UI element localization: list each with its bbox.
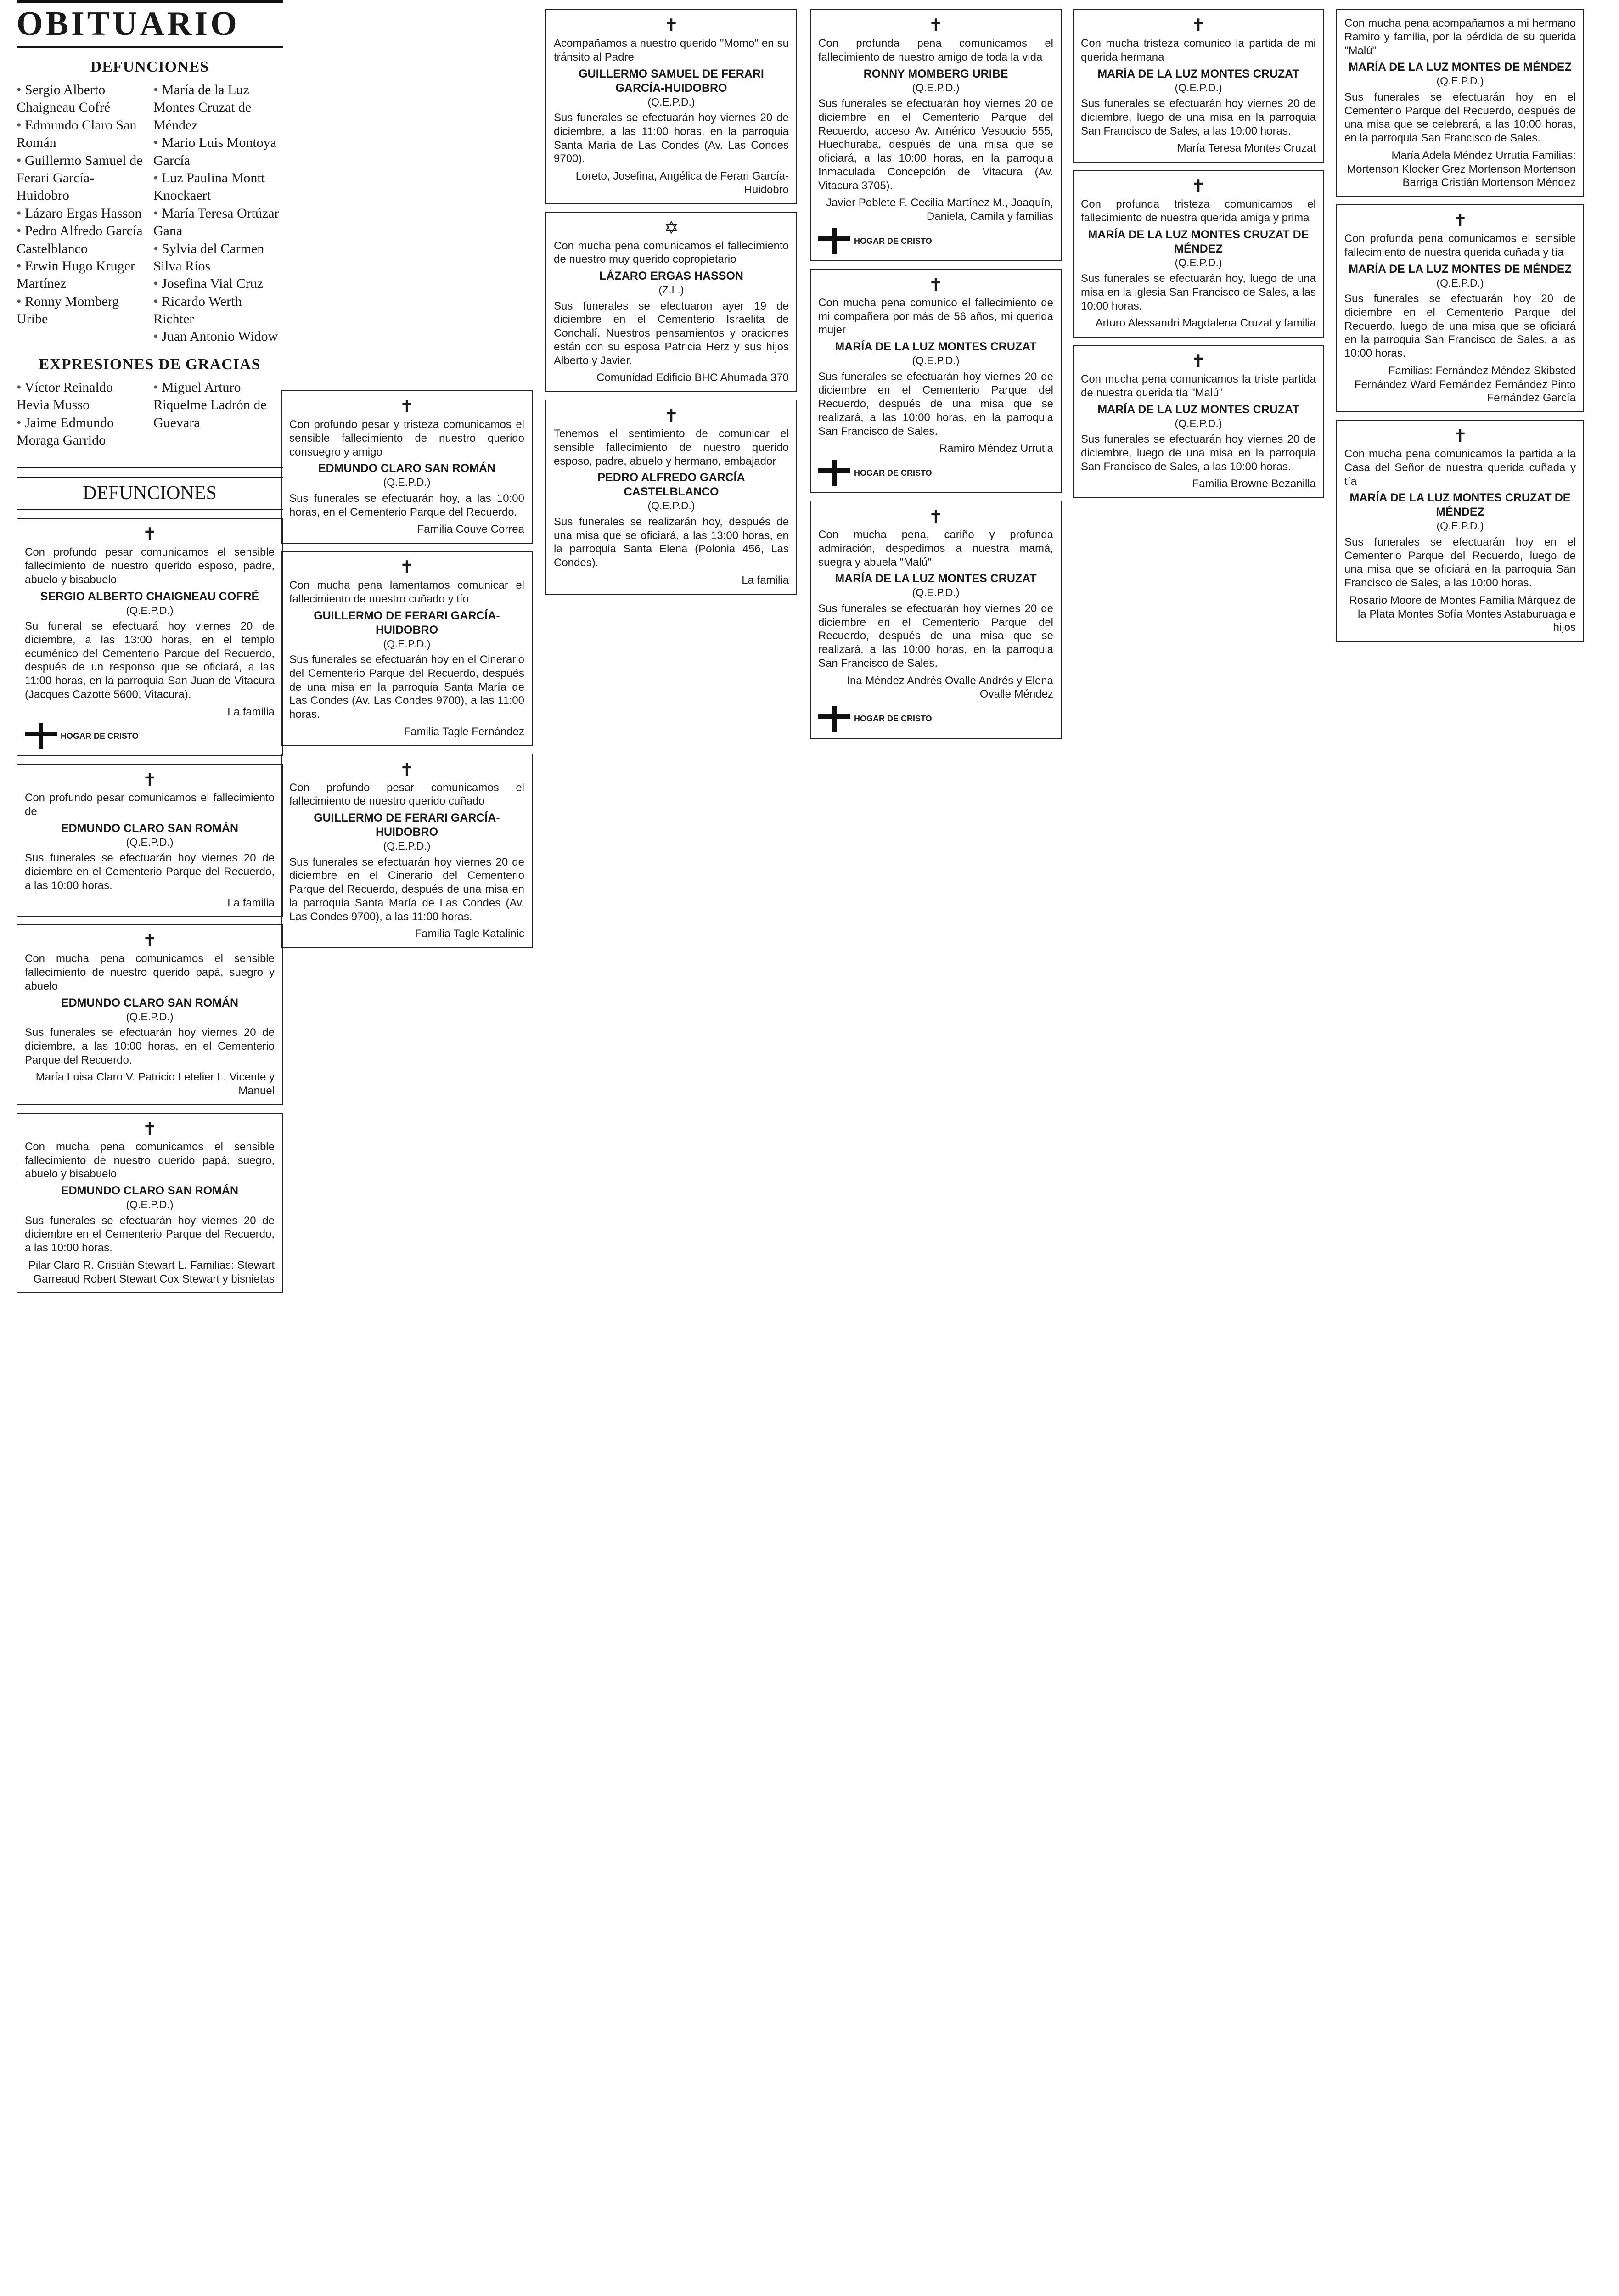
deceased-name: MARÍA DE LA LUZ MONTES CRUZAT	[835, 340, 1037, 354]
notice-signature: Ramiro Méndez Urrutia	[939, 442, 1053, 455]
notice-signature: Familias: Fernández Méndez Skibsted Fernández Ward Fernández Fernández Pinto Fernández García	[1354, 364, 1576, 405]
notice-intro: Con profundo pesar comunicamos el fallecimiento de	[25, 792, 275, 818]
notice-intro: Con mucha tristeza comunico la partida de mi querida hermana	[1081, 37, 1316, 63]
gracias-heading: EXPRESIONES DE GRACIAS	[39, 355, 261, 373]
column-6	[1336, 9, 1584, 649]
cross-icon: ✝	[928, 274, 943, 295]
qepd-label: (Q.E.P.D.)	[383, 637, 431, 650]
cross-icon: ✝	[142, 930, 157, 951]
gracias-name: • Jaime Edmundo Moraga Garrido	[17, 414, 146, 450]
notice-signature: Familia Tagle Katalinic	[415, 928, 524, 940]
notice-signature: La familia	[227, 896, 275, 909]
notice-signature: Comunidad Edificio BHC Ahumada 370	[596, 371, 789, 384]
index-name: • Juan Antonio Widow	[153, 328, 283, 345]
index-name: • Josefina Vial Cruz	[153, 275, 283, 293]
divider	[17, 467, 283, 468]
column-3	[545, 9, 797, 602]
deceased-name: GUILLERMO SAMUEL DE FERARI GARCÍA-HUIDOBRO	[579, 67, 764, 95]
cross-icon: ✝	[1191, 176, 1206, 197]
index-name: • Sylvia del Carmen Silva Ríos	[153, 240, 283, 276]
deceased-name: LÁZARO ERGAS HASSON	[599, 270, 743, 283]
notice-signature: Ina Méndez Andrés Ovalle Andrés y Elena Ovalle Méndez	[847, 674, 1053, 701]
deceased-name: EDMUNDO CLARO SAN ROMÁN	[61, 996, 239, 1009]
index-list	[17, 81, 283, 346]
cross-icon: ✝	[1453, 210, 1467, 231]
index-heading: DEFUNCIONES	[90, 58, 209, 75]
cross-icon: ✝	[1453, 426, 1467, 446]
gracias-list	[17, 379, 283, 450]
deceased-name: EDMUNDO CLARO SAN ROMÁN	[61, 822, 239, 835]
deceased-name: GUILLERMO DE FERARI GARCÍA-HUIDOBRO	[314, 609, 500, 636]
obituary-notice	[810, 9, 1062, 261]
cross-icon: ✝	[142, 524, 157, 545]
index-name: • María Teresa Ortúzar Gana	[153, 205, 283, 240]
deceased-name: EDMUNDO CLARO SAN ROMÁN	[61, 1184, 239, 1198]
gracias-name: • Miguel Arturo Riquelme Ladrón de Guevara	[153, 379, 283, 432]
notice-body: Sus funerales se efectuarán hoy viernes 20 de diciembre en el Cementerio Parque del Recuerdo, después de una misa que se realizará, a las 10:00 horas, en la parroquia San Francisco de Sales.	[818, 370, 1053, 438]
notice-intro: Con profunda tristeza comunicamos el fallecimiento de nuestra querida amiga y prima	[1081, 198, 1316, 224]
deceased-name: MARÍA DE LA LUZ MONTES CRUZAT	[1097, 403, 1299, 416]
qepd-label: (Q.E.P.D.)	[126, 604, 174, 616]
notice-body: Sus funerales se efectuarán hoy en el Cinerario del Cementerio Parque del Recuerdo, después de una misa en la parroquia Santa María de Las Condes (Av. Las Condes 9700), a las 11:00 horas.	[289, 653, 524, 721]
cross-logo-icon	[818, 228, 850, 254]
notice-intro: Acompañamos a nuestro querido "Momo" en su tránsito al Padre	[554, 37, 789, 63]
notice-signature: Pilar Claro R. Cristián Stewart L. Familias: Stewart Garreaud Robert Stewart Cox Stewart y bisnietas	[28, 1259, 275, 1285]
notice-signature: María Teresa Montes Cruzat	[1177, 142, 1316, 155]
notice-intro: Con mucha pena, cariño y profunda admiración, despedimos a nuestra mamá, suegra y abuela "Malú"	[818, 529, 1053, 568]
qepd-label: (Q.E.P.D.)	[912, 586, 960, 599]
obituary-notice	[545, 400, 797, 595]
notice-body: Sus funerales se efectuarán hoy viernes 20 de diciembre, a las 11:00 horas, en la parroquia Santa María de Las Condes (Av. Las Condes 9700).	[554, 112, 789, 165]
notice-intro: Con mucha pena comunicamos el sensible fallecimiento de nuestro querido papá, suegro, abuelo y bisabuelo	[25, 1140, 275, 1181]
notice-body: Sus funerales se realizarán hoy, después de una misa que se oficiará, a las 13:00 horas, en la parroquia Santa Elena (Polonia 456, Las Condes).	[554, 515, 789, 569]
qepd-label: (Q.E.P.D.)	[1175, 256, 1222, 269]
notice-intro: Con profundo pesar comunicamos el fallecimiento de nuestro querido cuñado	[289, 781, 524, 808]
gracias-name: • Víctor Reinaldo Hevia Musso	[17, 379, 146, 414]
column-4	[810, 9, 1062, 746]
star-of-david-icon: ✡	[664, 217, 679, 238]
index-name: • Erwin Hugo Kruger Martínez	[17, 258, 146, 293]
qepd-label: (Q.E.P.D.)	[126, 1199, 174, 1211]
index-col-1	[17, 81, 146, 346]
index-name: • Luz Paulina Montt Knockaert	[153, 169, 283, 205]
index-name: • Guillermo Samuel de Ferari García-Huidobro	[17, 152, 146, 205]
defunciones-heading: DEFUNCIONES	[17, 477, 283, 510]
notice-signature: María Luisa Claro V. Patricio Letelier L. Vicente y Manuel	[35, 1071, 275, 1097]
notice-list	[17, 518, 283, 1293]
obituary-notice	[1336, 204, 1584, 412]
obituary-notice	[810, 269, 1062, 493]
cross-icon: ✝	[928, 506, 943, 527]
cross-logo-icon	[818, 460, 850, 486]
notice-body: Sus funerales se efectuarán hoy viernes 20 de diciembre en el Cinerario del Cementerio Parque del Recuerdo, después de una misa en la parroquia Santa María de Las Condes (Av. Las Condes 9700), a las 11:00 horas.	[289, 855, 524, 923]
notice-body: Sus funerales se efectuarán hoy viernes 20 de diciembre, luego de una misa en la parroquia San Francisco de Sales, a las 10:00 horas.	[1081, 433, 1316, 473]
deceased-name: MARÍA DE LA LUZ MONTES CRUZAT	[1097, 67, 1299, 80]
obituary-notice	[1336, 9, 1584, 197]
notice-intro: Con mucha pena lamentamos comunicar el fallecimiento de nuestro cuñado y tío	[289, 579, 524, 605]
notice-signature: Familia Couve Correa	[417, 523, 524, 536]
notice-intro: Con profunda pena comunicamos el fallecimiento de nuestro amigo de toda la vida	[818, 37, 1053, 63]
deceased-name: GUILLERMO DE FERARI GARCÍA-HUIDOBRO	[314, 811, 500, 839]
column-1	[17, 0, 283, 1300]
notice-signature: Javier Poblete F. Cecilia Martínez M., Joaquín, Daniela, Camila y familias	[826, 197, 1053, 223]
cross-icon: ✝	[664, 405, 679, 426]
deceased-name: MARÍA DE LA LUZ MONTES CRUZAT	[835, 572, 1037, 585]
cross-icon: ✝	[142, 1118, 157, 1139]
index-name: • Ricardo Werth Richter	[153, 293, 283, 328]
cross-icon: ✝	[928, 15, 943, 35]
deceased-name: MARÍA DE LA LUZ MONTES DE MÉNDEZ	[1349, 262, 1572, 276]
cross-icon: ✝	[142, 770, 157, 790]
gracias-col-2	[153, 379, 283, 450]
obituary-notice	[17, 924, 283, 1105]
notice-signature: La familia	[742, 574, 789, 586]
notice-signature: Rosario Moore de Montes Familia Márquez de la Plata Montes Sofía Montes Astaburuaga e hijos	[1349, 594, 1576, 634]
cross-icon: ✝	[399, 396, 414, 416]
masthead	[17, 0, 283, 48]
index-name: • Sergio Alberto Chaigneau Cofré	[17, 81, 146, 117]
obituary-notice	[281, 390, 533, 544]
notice-intro: Con profundo pesar comunicamos el sensible fallecimiento de nuestro querido esposo, padre, abuelo y bisabuelo	[25, 546, 275, 586]
deceased-name: PEDRO ALFREDO GARCÍA CASTELBLANCO	[597, 471, 745, 499]
notice-intro: Con mucha pena comunico el fallecimiento de mi compañera por más de 56 años, mi querida mujer	[818, 296, 1053, 337]
obituary-notice	[1336, 420, 1584, 642]
notice-intro: Con mucha pena comunicamos la partida a la Casa del Señor de nuestra querida cuñada y tía	[1344, 448, 1576, 488]
section-title: OBITUARIO	[17, 5, 283, 48]
obituary-notice	[17, 764, 283, 917]
deceased-name: SERGIO ALBERTO CHAIGNEAU COFRÉ	[40, 590, 259, 603]
qepd-label: (Q.E.P.D.)	[1175, 81, 1222, 94]
notice-intro: Con mucha pena comunicamos la triste partida de nuestra querida tía "Malú"	[1081, 373, 1316, 399]
logo-text: HOGAR DE CRISTO	[61, 732, 139, 741]
qepd-label: (Q.E.P.D.)	[1436, 520, 1484, 532]
notice-intro: Con profundo pesar y tristeza comunicamos el sensible fallecimiento de nuestro querido consuegro y amigo	[289, 418, 524, 458]
obituary-notice	[281, 551, 533, 746]
notice-body: Sus funerales se efectuarán hoy viernes 20 de diciembre en el Cementerio Parque del Recuerdo, a las 10:00 horas.	[25, 1214, 275, 1255]
index-name: • Lázaro Ergas Hasson	[17, 205, 146, 222]
notice-signature: Arturo Alessandri Magdalena Cruzat y familia	[1095, 317, 1316, 330]
qepd-label: (Q.E.P.D.)	[383, 840, 431, 852]
cross-icon: ✝	[664, 15, 679, 35]
obituary-notice	[17, 1113, 283, 1294]
deceased-name: EDMUNDO CLARO SAN ROMÁN	[318, 462, 496, 475]
qepd-label: (Q.E.P.D.)	[647, 500, 695, 512]
qepd-label: (Q.E.P.D.)	[383, 476, 431, 489]
obituary-notice	[1073, 9, 1324, 163]
gracias-col-1	[17, 379, 146, 450]
deceased-name: MARÍA DE LA LUZ MONTES CRUZAT DE MÉNDEZ	[1088, 228, 1309, 255]
deceased-name: MARÍA DE LA LUZ MONTES CRUZAT DE MÉNDEZ	[1349, 491, 1571, 519]
qepd-label: (Q.E.P.D.)	[1175, 417, 1222, 429]
cross-icon: ✝	[399, 759, 414, 780]
notice-body: Sus funerales se efectuarán hoy viernes 20 de diciembre en el Cementerio Parque del Recuerdo, acceso Av. Américo Vespucio 555, Huechuraba, después de una misa que se oficiará, a las 10:00 horas, en la parroquia Inmaculada Concepción de Vitacura (Av. Vitacura 3705).	[818, 97, 1053, 192]
notice-intro: Con mucha pena comunicamos el fallecimiento de nuestro muy querido copropietario	[554, 239, 789, 266]
column-5	[1073, 9, 1324, 506]
qepd-label: (Q.E.P.D.)	[1436, 75, 1484, 87]
index-name: • Mario Luis Montoya García	[153, 134, 283, 169]
notice-signature: Familia Tagle Fernández	[404, 725, 524, 738]
notice-body: Sus funerales se efectuarán hoy en el Cementerio Parque del Recuerdo, luego de una misa que se oficiará en la parroquia San Francisco de Sales, a las 10:00 horas.	[1344, 535, 1576, 590]
notice-body: Sus funerales se efectuarán hoy viernes 20 de diciembre en el Cementerio Parque del Recuerdo, a las 10:00 horas.	[25, 852, 275, 892]
cross-icon: ✝	[1191, 15, 1206, 35]
notice-body: Sus funerales se efectuarán hoy en el Cementerio Parque del Recuerdo, después de una misa que se celebrará, a las 10:00 horas, en la parroquia San Francisco de Sales.	[1344, 90, 1576, 145]
notice-intro: Tenemos el sentimiento de comunicar el sensible fallecimiento de nuestro querido esposo, padre, abuelo y hermano, embajador	[554, 428, 789, 467]
column-2	[281, 390, 533, 956]
notice-signature: Loreto, Josefina, Angélica de Ferari García-Huidobro	[575, 170, 789, 196]
notice-body: Sus funerales se efectuarán hoy 20 de diciembre en el Cementerio Parque del Recuerdo, luego de una misa que se oficiará en la parroquia San Francisco de Sales, a las 10:00 horas.	[1344, 293, 1576, 360]
notice-body: Su funeral se efectuará hoy viernes 20 de diciembre, a las 13:00 horas, en el templo ecuménico del Cementerio Parque del Recuerdo, después de un responso que se oficiará, a las 11:00 horas, en la parroquia San Juan de Vitacura (Jacques Cazotte 5600, Vitacura).	[25, 620, 275, 701]
qepd-label: (Q.E.P.D.)	[912, 81, 960, 94]
notice-body: Sus funerales se efectuaron ayer 19 de diciembre en el Cementerio Israelita de Conchalí. Nuestros pensamientos y oraciones están con su esposa Patricia Herz y sus hijos Alberto y Javier.	[554, 299, 789, 367]
notice-intro: Con mucha pena comunicamos el sensible fallecimiento de nuestro querido papá, suegro y abuelo	[25, 952, 275, 992]
index-col-2	[153, 81, 283, 346]
obituary-notice	[17, 518, 283, 756]
notice-intro: Con mucha pena acompañamos a mi hermano Ramiro y familia, por la pérdida de su querida "Malú"	[1344, 17, 1576, 57]
notice-body: Sus funerales se efectuarán hoy, luego de una misa en la iglesia San Francisco de Sales, a las 10:00 horas.	[1081, 272, 1316, 312]
cross-icon: ✝	[399, 557, 414, 578]
deceased-name: MARÍA DE LA LUZ MONTES DE MÉNDEZ	[1349, 61, 1572, 74]
logo-text: HOGAR DE CRISTO	[854, 714, 932, 723]
qepd-label: (Q.E.P.D.)	[126, 1010, 174, 1023]
notice-body: Sus funerales se efectuarán hoy, a las 10:00 horas, en el Cementerio Parque del Recuerdo.	[289, 492, 524, 518]
index-name: • María de la Luz Montes Cruzat de Méndez	[153, 81, 283, 134]
obituary-notice	[1073, 345, 1324, 498]
hogar-de-cristo-logo	[818, 706, 1053, 732]
obituary-notice	[545, 9, 797, 204]
index-name: • Ronny Momberg Uribe	[17, 293, 146, 328]
deceased-name: RONNY MOMBERG URIBE	[863, 67, 1008, 80]
hogar-de-cristo-logo	[25, 723, 275, 749]
obituary-notice	[810, 501, 1062, 739]
notice-body: Sus funerales se efectuarán hoy viernes 20 de diciembre en el Cementerio Parque del Recuerdo, después de una misa que se realizará, a las 10:00 horas, en la parroquia San Francisco de Sales.	[818, 602, 1053, 670]
notice-body: Sus funerales se efectuarán hoy viernes 20 de diciembre, luego de una misa en la parroquia San Francisco de Sales, a las 10:00 horas.	[1081, 97, 1316, 137]
notice-signature: La familia	[227, 705, 275, 718]
notice-signature: María Adela Méndez Urrutia Familias: Mortenson Klocker Grez Mortenson Mortenson Barriga Cristián Mortenson Méndez	[1347, 149, 1576, 189]
qepd-label: (Q.E.P.D.)	[126, 836, 174, 848]
obituary-notice	[281, 754, 533, 949]
qepd-label: (Z.L.)	[658, 284, 684, 296]
logo-text: HOGAR DE CRISTO	[854, 236, 932, 246]
notice-intro: Con profunda pena comunicamos el sensible fallecimiento de nuestra querida cuñada y tía	[1344, 232, 1576, 259]
cross-logo-icon	[25, 723, 57, 749]
qepd-label: (Q.E.P.D.)	[912, 355, 960, 367]
cross-icon: ✝	[1191, 351, 1206, 371]
notice-body: Sus funerales se efectuarán hoy viernes 20 de diciembre, a las 10:00 horas, en el Cementerio Parque del Recuerdo.	[25, 1026, 275, 1066]
logo-text: HOGAR DE CRISTO	[854, 468, 932, 478]
obituary-notice	[545, 212, 797, 393]
obituary-notice	[1073, 170, 1324, 338]
notice-signature: Familia Browne Bezanilla	[1192, 478, 1316, 490]
cross-logo-icon	[818, 706, 850, 732]
qepd-label: (Q.E.P.D.)	[647, 96, 695, 108]
hogar-de-cristo-logo	[818, 460, 1053, 486]
index-name: • Pedro Alfredo García Castelblanco	[17, 222, 146, 258]
hogar-de-cristo-logo	[818, 228, 1053, 254]
qepd-label: (Q.E.P.D.)	[1436, 276, 1484, 289]
index-name: • Edmundo Claro San Román	[17, 117, 146, 152]
